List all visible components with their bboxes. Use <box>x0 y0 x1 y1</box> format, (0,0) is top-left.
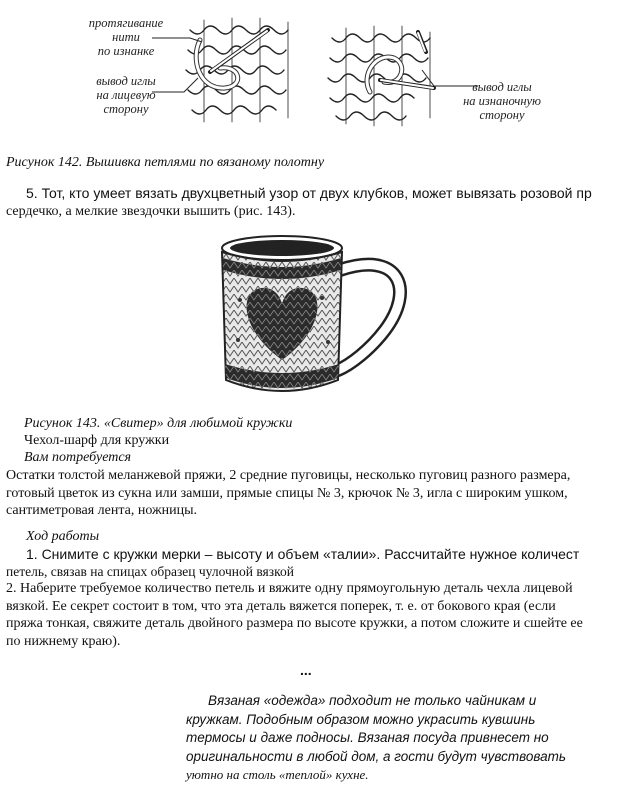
step-2-line: вязкой. Ее секрет состоит в том, что эта деталь вяжется поперек, т. е. от бокового края (если <box>6 598 556 614</box>
figure-143-mug-illustration <box>210 230 420 410</box>
materials-line: готовый цветок из сукна или замши, прямые спицы № 3, крючок № 3, игла с широким ушком, <box>6 485 568 501</box>
note-line: термосы и даже подносы. Вязаная посуда привнесет но <box>186 730 549 745</box>
figure-142-caption: Рисунок 142. Вышивка петлями по вязаному полотну <box>6 155 325 170</box>
note-line: кружкам. Подобным образом можно украсить кувшинь <box>186 711 536 727</box>
note-line: Вязаная «одежда» подходит не только чайникам и <box>208 693 537 708</box>
paragraph-5-line-1: 5. Тот, кто умеет вязать двухцветный узор от двух клубков, может вывязать розовой пр <box>26 185 592 201</box>
step-1-line-2: петель, связав на спицах образец чулочной вязкой <box>6 564 294 579</box>
step-2 <box>6 580 583 650</box>
item-title: Чехол-шарф для кружки <box>24 433 170 448</box>
figure-143-caption: Рисунок 143. «Свитер» для любимой кружки <box>24 416 293 431</box>
materials-list <box>6 467 570 520</box>
figure-142-label-back-side: вывод иглы на изнаночную сторону <box>463 80 541 122</box>
figure-142-label-thread: протягивание нити по изнанке <box>88 16 164 58</box>
work-heading: Ход работы <box>26 529 100 544</box>
step-2-line: 2. Наберите требуемое количество петель и вяжите одну прямоугольную деталь чехла лицевой <box>6 581 573 596</box>
step-1-line-1: 1. Снимите с кружки мерки – высоту и объем «талии». Рассчитайте нужное количест <box>26 546 580 562</box>
materials-line: сантиметровая лента, ножницы. <box>6 503 198 518</box>
materials-line: Остатки толстой меланжевой пряжи, 2 средние пуговицы, несколько пуговиц разного размера, <box>6 468 571 483</box>
figure-142-label-face-side: вывод иглы на лицевую сторону <box>96 74 156 116</box>
need-heading: Вам потребуется <box>24 450 132 465</box>
note-block <box>186 692 566 785</box>
note-line: уютно на столь «теплой» кухне. <box>186 767 369 782</box>
step-2-line: по нижнему краю). <box>6 633 121 649</box>
note-line: оригинальности в любой дом, а гости будут чувствовать <box>186 748 567 764</box>
separator: ... <box>300 662 312 678</box>
paragraph-5-line-2: сердечко, а мелкие звездочки вышить (рис. 143). <box>6 204 296 219</box>
step-2-line: пряжа тонкая, свяжите деталь двойного размера по высоте кружки, а потом сложите и сшейте ее <box>6 616 583 631</box>
